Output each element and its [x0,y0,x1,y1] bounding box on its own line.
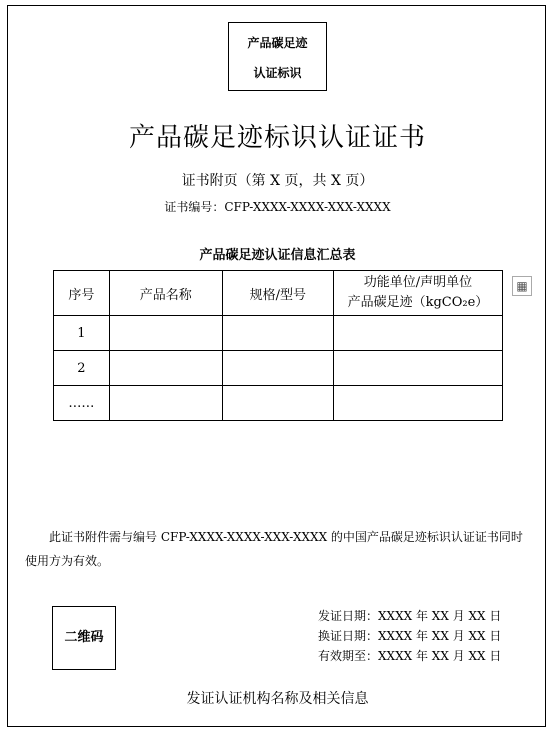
issue-date: 发证日期：XXXX 年 XX 月 XX 日 [318,609,502,623]
cell-product-name [109,386,222,421]
cell-value [333,351,502,386]
table-row [54,386,503,421]
issuer-info: 发证认证机构名称及相关信息 [186,691,369,707]
cell-spec [222,386,333,421]
valid-until-date: 有效期至：XXXX 年 XX 月 XX 日 [318,649,502,663]
cell-seq: 1 [54,316,110,351]
table-header-row [54,271,503,316]
mark-line-2: 认证标识 [253,66,302,80]
header-product-name: 产品名称 [109,271,222,316]
table-title: 产品碳足迹认证信息汇总表 [199,248,356,263]
table-row [54,351,503,386]
dates-block [318,606,501,666]
layout-icon[interactable]: ▦ [512,276,532,296]
renew-date: 换证日期：XXXX 年 XX 月 XX 日 [318,629,502,643]
summary-table [53,270,503,421]
certification-mark-box [228,22,327,91]
header-seq: 序号 [54,271,110,316]
validity-note: 此证书附件需与编号 CFP-XXXX-XXXX-XXX-XXXX 的中国产品碳足迹标识认证证书同时使用方为有效。 [25,530,523,568]
qr-code-placeholder: 二维码 [52,606,116,670]
header-spec: 规格/型号 [222,271,333,316]
cell-value [333,316,502,351]
cell-value [333,386,502,421]
header-carbon-footprint [333,271,502,316]
page-title: 产品碳足迹标识认证证书 [128,123,426,153]
certificate-number: 证书编号：CFP-XXXX-XXXX-XXX-XXXX [164,200,391,214]
cell-product-name [109,316,222,351]
header-unit-line-1: 功能单位/声明单位 [363,275,473,290]
table-row [54,316,503,351]
mark-line-1: 产品碳足迹 [247,36,308,50]
cell-seq: …… [54,386,110,421]
cell-spec [222,351,333,386]
cell-spec [222,316,333,351]
page-subtitle: 证书附页（第 X 页，共 X 页） [181,173,374,189]
header-unit-line-2: 产品碳足迹（kgCO₂e） [347,295,489,310]
cell-seq: 2 [54,351,110,386]
cell-product-name [109,351,222,386]
